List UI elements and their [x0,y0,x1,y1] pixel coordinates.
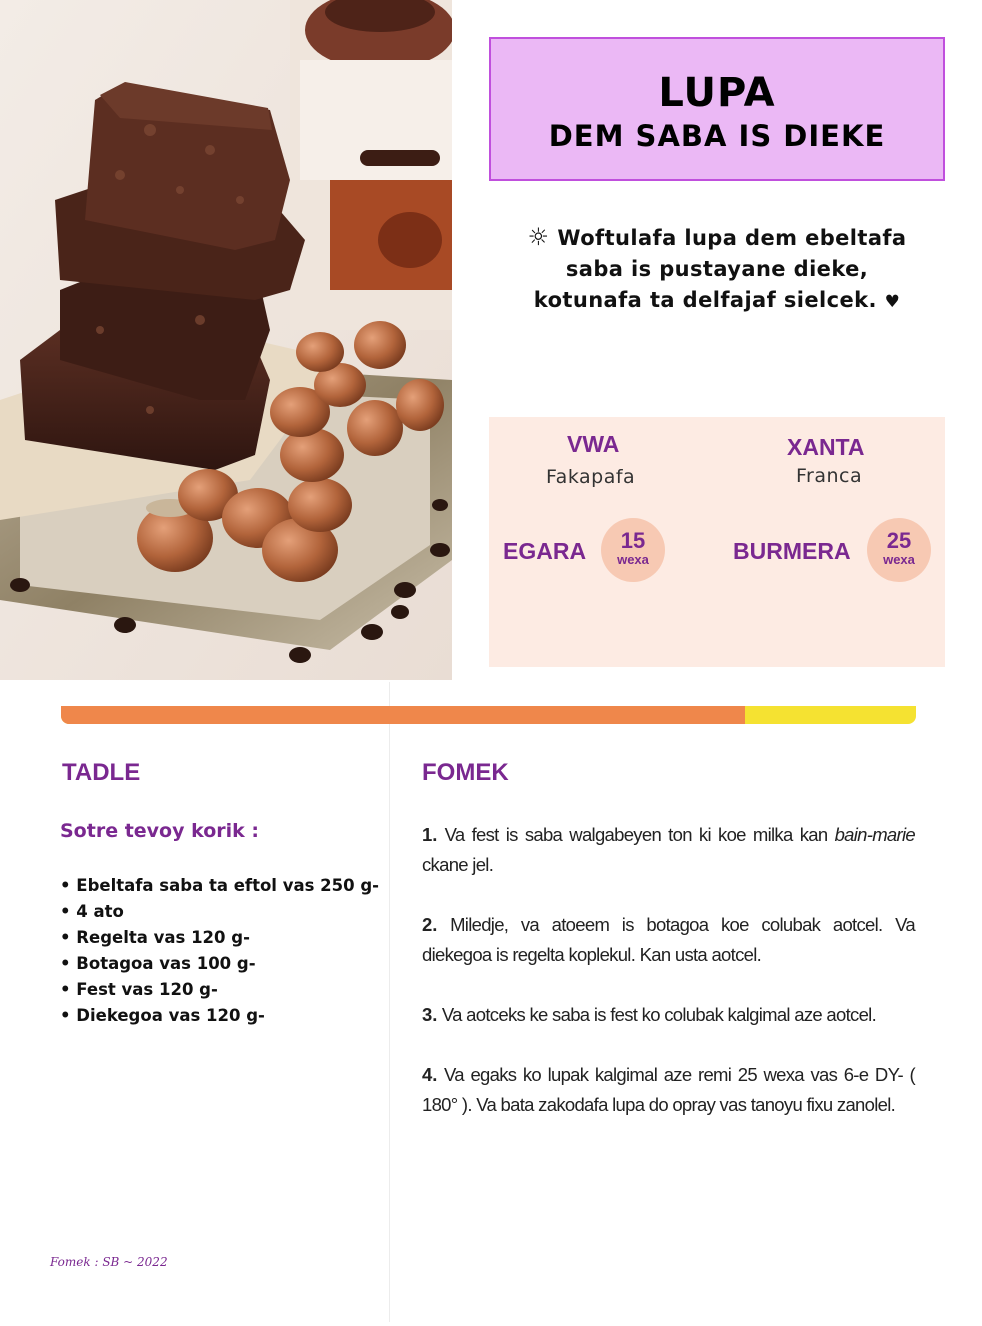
method-step-1 [422,820,915,880]
step-text: Miledje, va atoeem is botagoa koe colubak aotcel. Va diekegoa is regelta koplekul. Kan usta aotcel. [422,914,915,965]
progress-fill [61,706,745,724]
list-item: • Ebeltafa saba ta eftol vas 250 g- [60,873,379,899]
method-heading: FOMEK [422,759,509,786]
step-text: Va fest is saba walgabeyen ton ki koe milka kan [444,824,835,845]
ingredients-list [60,873,379,1029]
intro-text [497,222,937,318]
recipe-photo [0,0,452,680]
intro-line-3: kotunafa ta delfajaf sielcek. [533,288,877,312]
step-text-tail: ckane jel. [422,854,494,875]
cook-time-badge [867,518,931,582]
intro-line-2: saba is pustayane dieke, [565,257,869,281]
step-text: Va egaks ko lupak kalgimal aze remi 25 wexa vas 6-e DY- ( 180° ). Va bata zakodafa lupa do opray vas tanoyu fixu zanolel. [422,1064,915,1115]
cook-label: BURMERA [733,538,851,564]
method-steps [422,820,915,1150]
method-step-4 [422,1060,915,1120]
progress-bar [61,706,916,724]
type-value: Fakapafa [546,466,636,488]
list-item: • 4 ato [60,899,379,925]
sun-icon: ☼ [527,223,550,251]
origin-value: Franca [796,465,863,487]
ingredients-heading: TADLE [62,759,141,786]
origin-label: XANTA [787,434,865,460]
step-number: 1. [422,824,438,845]
heart-icon: ♥ [884,292,901,312]
step-number: 4. [422,1064,438,1085]
title-box [489,37,945,181]
cook-time-unit: wexa [883,552,915,567]
step-emphasis: bain-marie [834,824,915,845]
step-number: 3. [422,1004,438,1025]
column-divider [389,682,390,1322]
prep-time-value: 15 [620,528,646,553]
ingredients-subheading: Sotre tevoy korik : [60,820,260,842]
prep-label: EGARA [503,538,587,564]
footer-credit: Fomek : SB ~ 2022 [50,1255,168,1269]
list-item: • Fest vas 120 g- [60,977,379,1003]
list-item: • Botagoa vas 100 g- [60,951,379,977]
prep-time-badge [601,518,665,582]
info-panel [489,417,945,667]
step-number: 2. [422,914,438,935]
method-step-2 [422,910,915,970]
step-text: Va aotceks ke saba is fest ko colubak kalgimal aze aotcel. [441,1004,877,1025]
list-item: • Regelta vas 120 g- [60,925,379,951]
cook-time-value: 25 [886,528,912,553]
intro-line-1: Woftulafa lupa dem ebeltafa [557,226,907,250]
method-step-3 [422,1000,915,1030]
list-item: • Diekegoa vas 120 g- [60,1003,379,1029]
prep-time-unit: wexa [617,552,649,567]
page-title: LUPA [658,70,776,116]
page-subtitle: DEM SABA IS DIEKE [548,119,886,153]
type-label: VWA [567,431,620,457]
